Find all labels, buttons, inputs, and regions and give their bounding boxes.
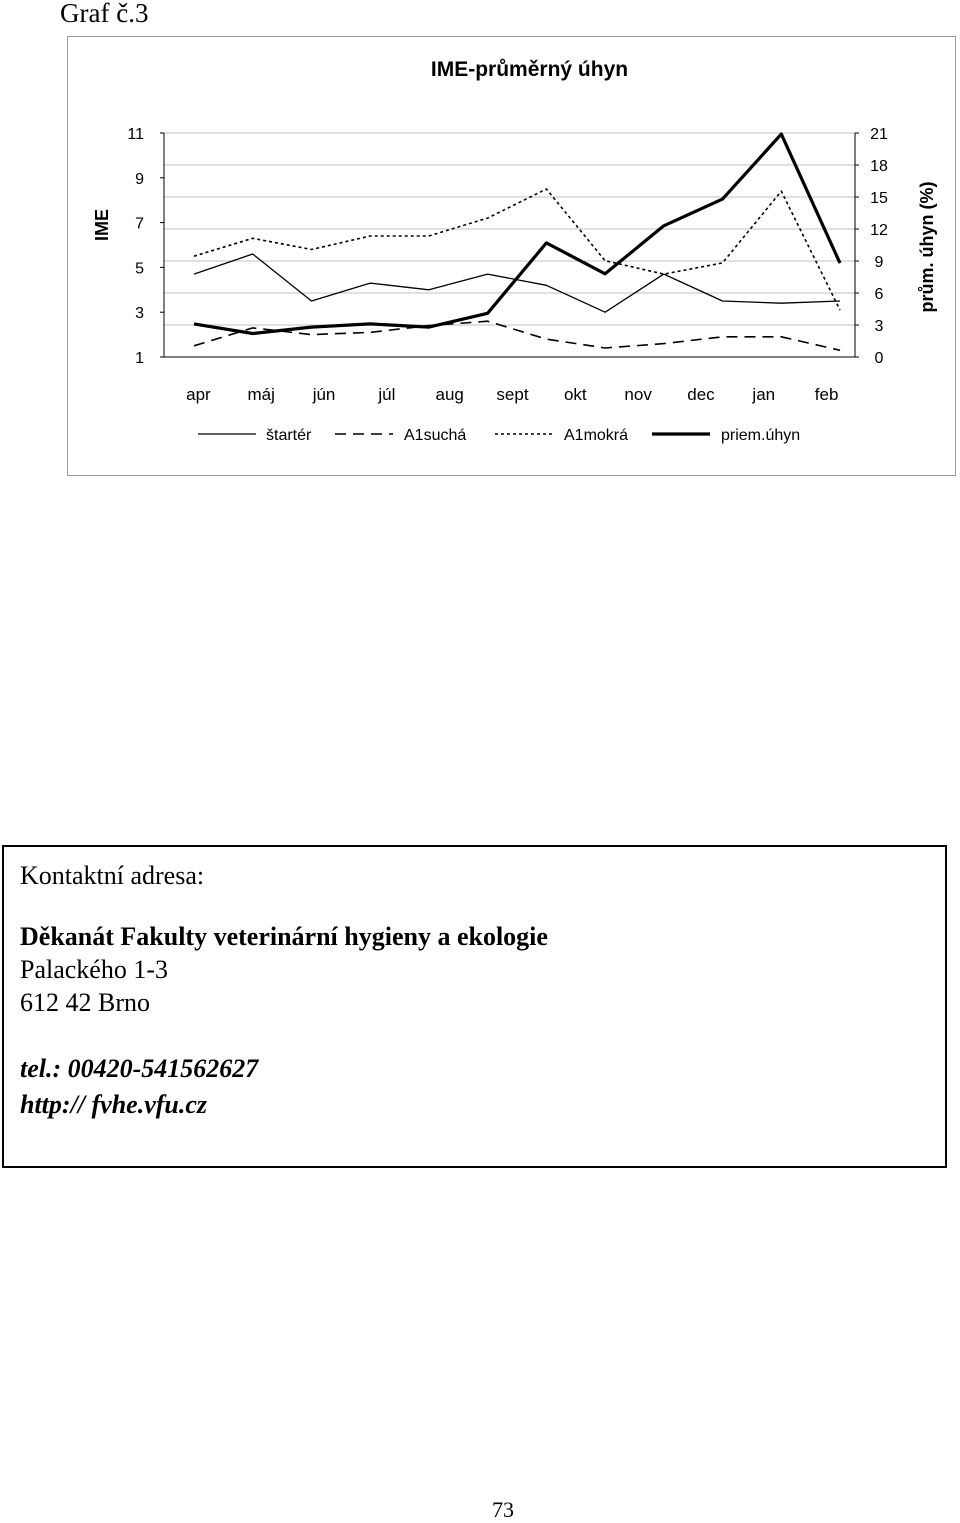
contact-website: http:// fvhe.vfu.cz (20, 1088, 207, 1121)
x-tick-label: apr (186, 385, 211, 404)
contact-phone: tel.: 00420-541562627 (20, 1052, 258, 1085)
x-tick-label: sept (496, 385, 528, 404)
y-axis-title-left: IME (92, 209, 112, 241)
y-tick-label-right: 3 (875, 318, 884, 335)
series-line-a1sucha (194, 321, 840, 350)
legend-label: A1suchá (404, 427, 466, 444)
y-tick-label-left: 3 (135, 305, 144, 322)
x-tick-label: nov (624, 385, 652, 404)
contact-title: Kontaktní adresa: (20, 859, 204, 892)
legend-label: priem.úhyn (721, 427, 800, 444)
x-tick-label: aug (435, 385, 463, 404)
y-tick-label-right: 9 (875, 254, 884, 271)
page-number: 73 (492, 1497, 514, 1523)
y-tick-label-right: 6 (875, 286, 884, 303)
contact-organization: Děkanát Fakulty veterinární hygieny a ekologie (20, 920, 548, 953)
legend-label: štartér (266, 427, 312, 444)
y-tick-label-left: 5 (135, 260, 144, 277)
y-axis-title-right: prům. úhyn (%) (917, 182, 937, 313)
chart-title: IME-průměrný úhyn (431, 58, 628, 81)
x-tick-label: jún (312, 385, 336, 404)
y-tick-label-left: 7 (135, 216, 144, 233)
x-tick-label: feb (815, 385, 839, 404)
legend-label: A1mokrá (564, 427, 628, 444)
y-tick-label-left: 9 (135, 171, 144, 188)
contact-city: 612 42 Brno (20, 986, 150, 1019)
series-line-a1mokra (194, 189, 840, 310)
y-tick-label-left: 1 (135, 350, 144, 367)
x-tick-label: dec (687, 385, 715, 404)
y-tick-label-right: 15 (870, 190, 888, 207)
contact-street: Palackého 1-3 (20, 953, 168, 986)
y-tick-label-left: 11 (127, 126, 144, 143)
x-tick-label: jan (751, 385, 775, 404)
line-chart (68, 37, 955, 475)
chart-frame (67, 36, 956, 476)
x-tick-label: okt (564, 385, 587, 404)
y-tick-label-right: 21 (870, 126, 888, 143)
series-line-priem-uhyn (194, 134, 840, 333)
x-tick-label: máj (248, 385, 275, 404)
series-line-starter (194, 254, 840, 312)
figure-caption: Graf č.3 (60, 0, 148, 29)
y-tick-label-right: 18 (870, 158, 888, 175)
contact-box (2, 845, 947, 1168)
y-tick-label-right: 0 (875, 350, 884, 367)
x-tick-label: júl (377, 385, 395, 404)
y-tick-label-right: 12 (870, 222, 888, 239)
